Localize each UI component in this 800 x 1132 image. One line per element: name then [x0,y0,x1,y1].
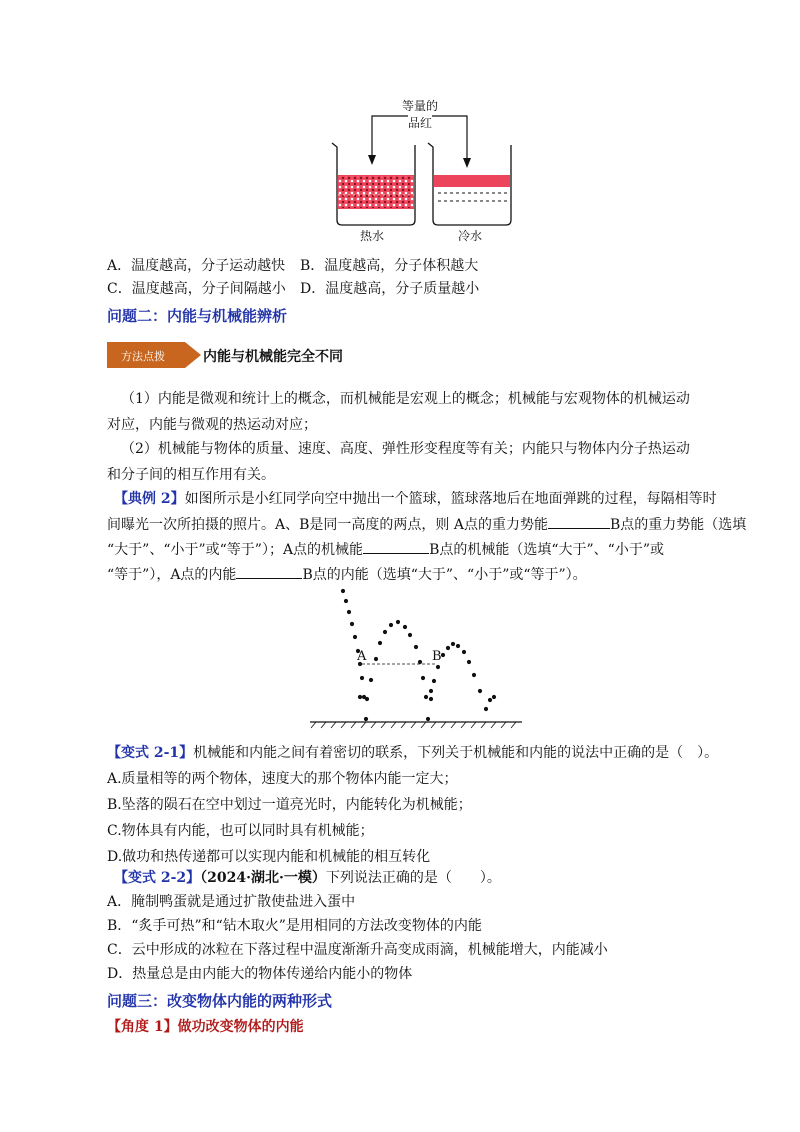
example2-line3 [107,539,664,560]
variant22-d: D．热量总是由内能大的物体传递给内能小的物体 [107,966,413,982]
section2-p1: （1）内能是微观和统计上的概念，而机械能是宏观上的概念；机械能与宏观物体的机械运动对应，内能与微观的热运动对应； [107,391,690,433]
angle1-heading: 【角度 1】做功改变物体的内能 [107,1019,304,1035]
label-pinhong: 品红 [408,116,433,130]
example2-tag: 【典例 2】 [114,491,185,507]
variant22-stem [114,868,501,888]
example2-text4b: B点的内能（选填“大于”、“小于”或“等于”）。 [302,567,587,583]
example2-text2b: B点的重力势能（选填 [609,517,747,533]
badge-text: 内能与机械能完全不同 [203,349,343,365]
example2-line4 [107,564,587,585]
variant21-a: A.质量相等的两个物体，速度大的那个物体内能一定大； [107,771,458,787]
variant22-source: （2024·湖北·一模） [200,870,326,886]
variant21-stem-text: 机械能和内能之间有着密切的联系，下列关于机械能和内能的说法中正确的是（ ）。 [193,745,719,761]
ball-trajectory-diagram [310,585,525,730]
method-badge [107,338,203,372]
variant22-tag: 【变式 2-2】 [114,870,201,886]
section2-p2: （2）机械能与物体的质量、速度、高度、弹性形变程度等有关；内能只与物体内分子热运动和分子间的相互作用有关。 [107,441,690,483]
option-a: A．温度越高，分子运动越快 [107,258,286,274]
label-cold-water: 冷水 [458,229,483,243]
example2-line2 [107,514,746,535]
example2-text2a: 间曝光一次所拍摄的照片。A、B是同一高度的两点，则 A点的重力势能 [107,517,548,533]
variant22-c: C．云中形成的冰粒在下落过程中温度渐渐升高变成雨滴，机械能增大，内能减小 [107,942,608,958]
option-c: C．温度越高，分子间隔越小 [107,281,286,297]
example2-text1: 如图所示是小红同学向空中抛出一个篮球，篮球落地后在地面弹跳的过程，每隔相等时 [184,491,717,507]
variant22-a: A．腌制鸭蛋就是通过扩散使盐进入蛋中 [107,894,356,910]
point-b-label: B [432,649,442,664]
variant21-d: D.做功和热传递都可以实现内能和机械能的相互转化 [107,849,431,865]
section2-title: 问题二：内能与机械能辨析 [107,307,288,325]
example2-text3a: “大于”、“小于”或“等于”）；A点的机械能 [107,542,364,558]
variant21-b: B.坠落的陨石在空中划过一道亮光时，内能转化为机械能； [107,797,472,813]
label-equal-amount: 等量的 [402,99,439,113]
example2-line1 [114,489,717,509]
ball-figure [310,585,525,730]
badge-label: 方法点拨 [121,350,165,363]
point-a-label: A [357,649,367,664]
label-hot-water: 热水 [360,229,385,243]
example2-text4a: “等于”），A点的内能 [107,567,237,583]
variant21-c: C.物体具有内能，也可以同时具有机械能； [107,823,374,839]
variant22-b: B．“炙手可热”和“钻木取火”是用相同的方法改变物体的内能 [107,918,482,934]
variant22-stem-text: 下列说法正确的是（ ）。 [325,870,501,886]
option-b: B．温度越高，分子体积越大 [300,258,479,274]
section3-title: 问题三：改变物体内能的两种形式 [107,992,333,1010]
variant21-tag: 【变式 2-1】 [107,745,194,761]
beaker-figure [320,95,520,245]
blank-internal[interactable] [236,564,302,579]
variant21-stem [107,743,718,763]
blank-mech[interactable] [363,539,429,554]
blank-gpe[interactable] [548,514,610,529]
option-d: D．温度越高，分子质量越小 [300,281,480,297]
example2-text3b: B点的机械能（选填“大于”、“小于”或 [429,542,664,558]
